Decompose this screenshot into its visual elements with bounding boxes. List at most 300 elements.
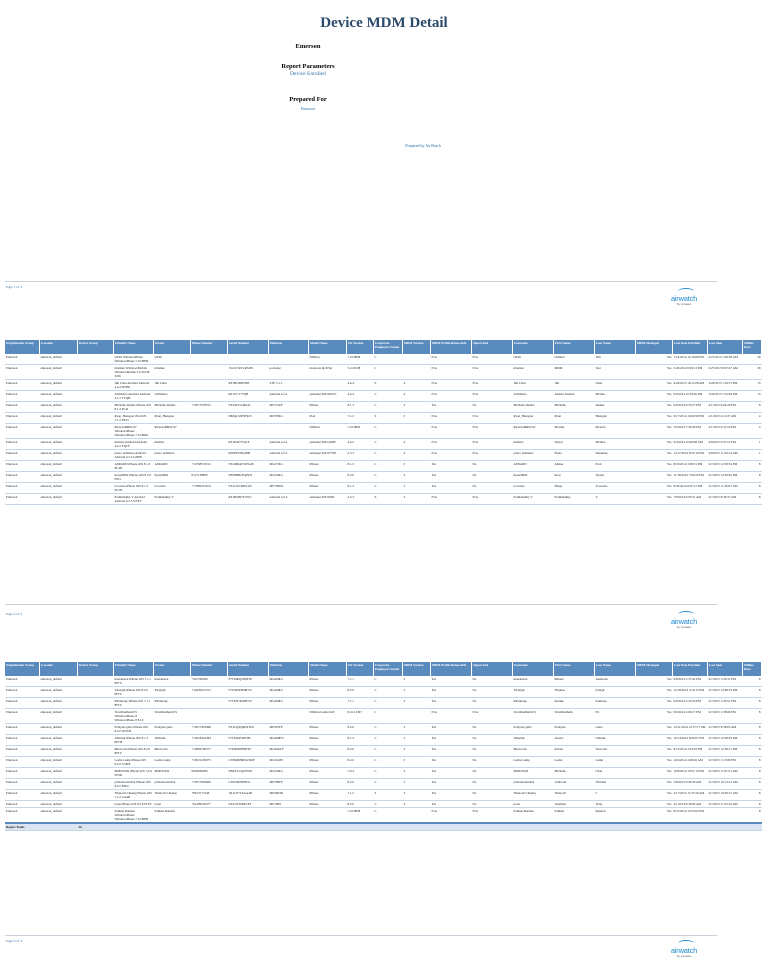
table-cell: C (374, 450, 403, 461)
table-cell: Yes (431, 768, 472, 779)
table-cell: 3/20/2015 7:12:49 PM (708, 391, 743, 402)
table-cell: emerson_default (40, 424, 78, 439)
table-cell (78, 698, 114, 709)
table-cell: NOKIA (309, 424, 347, 439)
table-cell: Test (595, 365, 636, 380)
table-cell: Tim (595, 354, 636, 365)
table-cell: F7TMRQ3N8FT0 (228, 676, 269, 687)
table-cell: Yes (636, 424, 673, 439)
table-cell: APRADN (513, 461, 554, 472)
table-cell: 8 (743, 483, 762, 494)
table-cell: MDM (554, 365, 595, 380)
table-cell: Bnewcom iPhone iOS 8.2.0 8FT0 (114, 746, 154, 757)
page-number: Page 3 of 3 (6, 939, 22, 943)
table-cell: NOKIA (309, 354, 347, 365)
table-cell: 4/7/2015 1:26:31 PM (708, 676, 743, 687)
table-cell: Parthsmuthy V Android Android 4.3.3 YZXV (114, 494, 154, 505)
table-cell: Emerson (5, 768, 40, 779)
logo-swoosh-icon (678, 288, 694, 295)
table-cell: ME789FP (269, 779, 309, 790)
table-cell (191, 380, 228, 391)
table-cell: 3 (403, 757, 431, 768)
table-cell: 8 (743, 676, 762, 687)
table-cell: iPhone (309, 472, 347, 483)
table-cell: Emerson (5, 724, 40, 735)
table-cell: N/A (472, 424, 513, 439)
table-cell: MF714ZP (269, 402, 309, 413)
table-cell: 7.1.2 (347, 790, 374, 801)
table-cell: Emerson (5, 808, 40, 824)
table-cell: C (374, 402, 403, 413)
table-cell: Yes (636, 365, 673, 380)
table-cell: samsung SM-G900F (309, 439, 347, 450)
table-cell: 4/7/2015 1:13:09 PM (708, 757, 743, 768)
table-cell: 3 (403, 413, 431, 424)
table-cell: E (374, 494, 403, 505)
table-row (5, 450, 762, 461)
table-cell: iPhone (309, 735, 347, 746)
table-cell: TKreigh iPhone iOS 8.2.0 8FT0 (114, 687, 154, 698)
table-cell: emerson_default (40, 676, 78, 687)
table-cell: Samuel (554, 808, 595, 824)
table-cell: 2/9/2014 7:39:46 PM (673, 424, 708, 439)
table-cell: Ryan_Hanagan iPad iOS 7.1.2 FKJ3 (114, 413, 154, 424)
table-cell: Yes (636, 391, 673, 402)
table-cell: ES (595, 709, 636, 724)
column-header: Model Name (309, 662, 347, 676)
table-cell: samsung SM-N900 (309, 494, 347, 505)
table-cell: F7TNDX8N8FT0 (228, 687, 269, 698)
table-row (5, 808, 762, 824)
table-cell: pribrom.trinchal iPhone iOS 8.2.0 F8GC (114, 779, 154, 790)
table-cell (78, 450, 114, 461)
table-cell: Ryan_Hanagan (154, 413, 191, 424)
table-cell: 4/7/2015 11:01:51 AM (708, 768, 743, 779)
table-cell: Emerson (5, 365, 40, 380)
table-row (5, 483, 762, 494)
table-cell: Bnewcom (513, 746, 554, 757)
table-cell: N/A (431, 450, 472, 461)
table-cell: AXMarno (513, 391, 554, 402)
table-cell: MG542LL (269, 768, 309, 779)
table-header-row (5, 340, 762, 354)
table-cell: Emerson (5, 402, 40, 413)
table-cell: RF1R427YQCF (228, 439, 269, 450)
table-cell: MG499LL (269, 687, 309, 698)
prepared-by[interactable]: Prepared by AirWatch (405, 143, 441, 148)
table-cell: Yes (636, 746, 673, 757)
table-cell (191, 424, 228, 439)
table-cell: 8 (743, 801, 762, 808)
table-cell: 7.1.1 (347, 698, 374, 709)
table-cell: 8 (743, 768, 762, 779)
table-cell: VoraShudham (554, 709, 595, 724)
table-cell: Delamare (595, 450, 636, 461)
table-cell: iPhone (309, 461, 347, 472)
table-cell (309, 808, 347, 824)
table-cell: Pomyles gallo (154, 724, 191, 735)
table-cell: C (374, 709, 403, 724)
column-header: Last Seen (708, 662, 743, 676)
table-cell: C (374, 698, 403, 709)
table-cell: 9/8/2014 9:55:27 PM (673, 402, 708, 413)
table-cell: 8.1.3 (347, 461, 374, 472)
table-cell: 4/1/2015 4:11:07 AM (708, 413, 743, 424)
table-cell: MG498FN (269, 735, 309, 746)
table-cell: 8/21/2014 12:52:02 PM (673, 808, 708, 824)
logo-brand: airwatch (670, 617, 698, 626)
table-cell: Jim Chen (154, 380, 191, 391)
table-cell: 3 (403, 687, 431, 698)
table-cell: OTim WindowsPhone WindowsPhone 7.10.8858 (114, 354, 154, 365)
table-row (5, 757, 762, 768)
table-cell: Emerson (5, 687, 40, 698)
table-cell (269, 424, 309, 439)
column-header: Device Group (78, 340, 114, 354)
column-header: Supervised (472, 662, 513, 676)
table-cell: Emerson (5, 676, 40, 687)
table-cell: Yes (431, 746, 472, 757)
table-cell: ME900TR (269, 790, 309, 801)
table-cell: 2/27/2015 7:06:38 AM (708, 354, 743, 365)
table-cell: C (374, 801, 403, 808)
table-cell: Jim Chen Android Android 4.4.4 DVBP (114, 380, 154, 391)
logo-brand: airwatch (670, 946, 698, 955)
table-cell: iPhone (309, 757, 347, 768)
table-cell: Ricardo (595, 424, 636, 439)
table-cell: 4/7/2015 8:36:37 AM (708, 494, 743, 505)
table-cell: Jonathan (554, 801, 595, 808)
table-cell: C39MMHDSG5MY (228, 757, 269, 768)
table-cell: iPad (309, 413, 347, 424)
table-cell: Olarnik (595, 735, 636, 746)
table-cell: Emerson (5, 391, 40, 402)
table-cell: 3/20/2015 1:19:13 PM (708, 380, 743, 391)
table-cell: S (374, 413, 403, 424)
column-header: OS Version (347, 340, 374, 354)
table-cell: Michelle Dasher (154, 402, 191, 413)
table-cell: Yes (636, 698, 673, 709)
table-cell: tocerado (154, 483, 191, 494)
column-header: First Name (554, 662, 595, 676)
table-cell: DMQL3ZF8FKJ3 (228, 413, 269, 424)
table-cell: 4/7/2015 1:43:51 PM (708, 698, 743, 709)
table-cell: N/A (431, 391, 472, 402)
table-cell (191, 391, 228, 402)
table-cell: NOKIA Lumia 920 (309, 709, 347, 724)
table-cell (78, 365, 114, 380)
table-cell: N/A (431, 439, 472, 450)
table-cell (403, 424, 431, 439)
table-cell: 8.2.0 (347, 801, 374, 808)
table-cell: 9/4/2014 10:48:08 AM (673, 439, 708, 450)
table-cell: MG542LL (269, 472, 309, 483)
table-cell: Michelle (554, 402, 595, 413)
table-cell (78, 735, 114, 746)
column-header: Phone Number (191, 662, 228, 676)
table-cell: RPaulerep iPhone iOS 7.1.1 8FT0 (114, 698, 154, 709)
table-cell: Bnewcom (154, 746, 191, 757)
table-cell: 3 (403, 768, 431, 779)
table-cell: TKreigh (513, 687, 554, 698)
table-cell: 13 (743, 391, 762, 402)
device-table-page-3 (5, 662, 762, 831)
table-cell: 8 (743, 757, 762, 768)
table-row (5, 402, 762, 413)
table-cell: tocerado (513, 483, 554, 494)
table-cell: Thaitoch (554, 790, 595, 801)
table-cell: Emerson (5, 472, 40, 483)
table-cell: Emerson (5, 709, 40, 724)
table-cell (78, 808, 114, 824)
table-cell: Tocerado (595, 483, 636, 494)
table-row (5, 413, 762, 424)
table-row (5, 472, 762, 483)
table-cell: iPhone (309, 768, 347, 779)
table-cell: Emerson (5, 698, 40, 709)
column-header: Supervised (472, 340, 513, 354)
table-cell: iPhone (309, 483, 347, 494)
column-header: Location (40, 340, 78, 354)
column-header: Owner (154, 340, 191, 354)
table-cell: Thomas (554, 687, 595, 698)
table-cell: C (374, 735, 403, 746)
table-cell: N/A (472, 439, 513, 450)
table-cell: 8.1.3 (347, 402, 374, 413)
table-cell: RPaulerep (154, 698, 191, 709)
totals-row (5, 823, 762, 831)
table-cell: emerson_default (40, 698, 78, 709)
table-cell (78, 801, 114, 808)
table-cell (191, 365, 228, 380)
table-cell: Nestor (554, 439, 595, 450)
table-cell: C (374, 779, 403, 790)
table-cell (78, 461, 114, 472)
table-cell (191, 698, 228, 709)
table-cell: Yes (636, 472, 673, 483)
table-cell: Yes (431, 779, 472, 790)
table-cell: No (472, 790, 513, 801)
table-cell: C (374, 757, 403, 768)
table-cell: Yes (431, 402, 472, 413)
table-cell: 8.2.0 (347, 757, 374, 768)
table-cell: C (374, 687, 403, 698)
table-cell: FXLMR4CWPL4N (228, 461, 269, 472)
table-cell: Kreigh (595, 687, 636, 698)
table-cell: No (472, 687, 513, 698)
table-cell: Parthsmuthy (554, 494, 595, 505)
table-cell: 1 (743, 439, 762, 450)
table-cell: +8613717248 (191, 790, 228, 801)
table-cell (78, 354, 114, 365)
table-cell: pocketpc (269, 365, 309, 380)
table-cell: mediws (513, 439, 554, 450)
table-cell: Yes (431, 676, 472, 687)
table-cell: 4/1/2015 9:04:29 PM (708, 402, 743, 413)
table-cell (228, 424, 269, 439)
table-cell: N/A (472, 391, 513, 402)
column-header: Last Date Enrolled (673, 662, 708, 676)
table-cell (78, 413, 114, 424)
table-cell: RicardoMRSC67 WindowsPhone WindowsPhone 7.10.8862 (114, 424, 154, 439)
table-cell: N/A (431, 380, 472, 391)
table-cell: No (472, 801, 513, 808)
column-header: Location (40, 662, 78, 676)
table-cell: F7MRX8F88FT0 (228, 746, 269, 757)
prepared-for-value[interactable]: Emerson (300, 106, 316, 111)
table-cell: Leslie (554, 757, 595, 768)
table-cell: 4 (403, 494, 431, 505)
table-cell: N/A (431, 413, 472, 424)
table-cell: 3 (403, 472, 431, 483)
table-cell: FXLL9T9NFLPT (228, 801, 269, 808)
table-cell: 13 (743, 380, 762, 391)
table-cell: iPhone (309, 779, 347, 790)
table-cell: RicardoMRSC67 (513, 424, 554, 439)
table-cell: Yes (636, 757, 673, 768)
table-cell (708, 808, 743, 824)
table-row (5, 746, 762, 757)
table-cell: Emerson (5, 790, 40, 801)
table-cell: pxon (513, 801, 554, 808)
table-cell: Yes (431, 790, 472, 801)
table-cell: MG49GLF (269, 746, 309, 757)
table-cell: 4/7/2015 12:48:33 PM (708, 687, 743, 698)
table-cell (403, 365, 431, 380)
table-cell: Thaitoch Cheung (154, 790, 191, 801)
table-cell: 7.10.8858 (347, 354, 374, 365)
table-cell: +61409526377 (191, 801, 228, 808)
table-cell: No (472, 779, 513, 790)
table-cell: 8.2.0 (347, 746, 374, 757)
table-cell: DNPLL1QZFNJK (228, 768, 269, 779)
table-cell: Samuel Randon (154, 808, 191, 824)
column-header: MDM Profile Removable (431, 340, 472, 354)
column-header: MDM Version (403, 662, 431, 676)
column-header: Offline Days (743, 340, 762, 354)
table-cell: Yes (636, 687, 673, 698)
table-cell: 8/26/2014 8:07:12 PM (673, 483, 708, 494)
table-cell: emerson_default (40, 402, 78, 413)
table-cell: Yes (636, 801, 673, 808)
table-cell: 4 (743, 424, 762, 439)
table-cell: 4/29/2015 10:11:08 AM (673, 380, 708, 391)
table-cell: 8/19/2014 3:28:31 PM (673, 461, 708, 472)
table-cell: 8 (743, 698, 762, 709)
table-cell: mdemer (513, 365, 554, 380)
table-cell: C (374, 746, 403, 757)
table-cell: MF708X (269, 801, 309, 808)
table-cell: No (472, 757, 513, 768)
table-cell (191, 439, 228, 450)
table-cell: Yes (636, 790, 673, 801)
table-cell: 4 (743, 413, 762, 424)
table-cell (78, 402, 114, 413)
report-parameters-value[interactable]: Device Enrolled (290, 71, 326, 77)
table-cell: 8.2.0 (347, 472, 374, 483)
table-cell: No (472, 746, 513, 757)
table-cell: MD785LL (269, 413, 309, 424)
table-cell: mdemer WindowsMobile WindowsMobile 5.2.29138 3265 (114, 365, 154, 380)
page-number: Page 2 of 3 (6, 612, 22, 616)
table-cell: 4/8/2015 9:07:14 PM (708, 439, 743, 450)
table-cell (191, 808, 228, 824)
table-cell: N/A (431, 424, 472, 439)
table-cell: Emerson (5, 461, 40, 472)
report-parameters-label: Report Parameters (281, 63, 335, 70)
table-cell: R21F17177QH (228, 391, 269, 402)
table-cell: V (595, 494, 636, 505)
table-cell: 4/7/2015 10:03:15 AM (708, 790, 743, 801)
table-cell: 39 (743, 354, 762, 365)
table-cell: N/A (472, 365, 513, 380)
table-cell: 5.2.29138 (347, 365, 374, 380)
table-cell (191, 494, 228, 505)
table-cell: pietro delamare (154, 450, 191, 461)
table-cell (78, 424, 114, 439)
table-row (5, 494, 762, 505)
table-cell (228, 709, 269, 724)
table-cell: 8 (743, 687, 762, 698)
table-cell: 3 (403, 461, 431, 472)
table-cell: iPhone (309, 698, 347, 709)
table-row (5, 779, 762, 790)
column-header: Organization Group (5, 340, 40, 354)
table-cell: Emerson (5, 779, 40, 790)
table-cell: Yes (431, 472, 472, 483)
table-cell: Yes (431, 724, 472, 735)
table-cell: JOlarnik (513, 735, 554, 746)
table-row (5, 768, 762, 779)
table-cell: C (374, 439, 403, 450)
table-cell: Yes (431, 757, 472, 768)
table-cell: 8 (743, 461, 762, 472)
column-header: Corporate - Employee Owned (374, 340, 403, 354)
table-cell: emerson_default (40, 768, 78, 779)
table-cell: iPhone (309, 724, 347, 735)
table-cell: Samuel Randon WindowsPhone WindowsPhone 7.10.8858 (114, 808, 154, 824)
table-cell: 8 (743, 402, 762, 413)
table-cell: APRADN (154, 461, 191, 472)
table-cell (269, 709, 309, 724)
table-cell: emerson_default (40, 801, 78, 808)
table-cell: Mikael (554, 676, 595, 687)
table-cell: emerson_default (40, 472, 78, 483)
table-cell: VoraShudham ES (513, 709, 554, 724)
table-cell: Emerson (5, 757, 40, 768)
table-cell: 4/7/2015 12:03:02 PM (708, 472, 743, 483)
table-cell: C (374, 461, 403, 472)
table-cell: 4.4.4 (347, 391, 374, 402)
table-cell: Yes (636, 709, 673, 724)
table-cell: 4 (403, 391, 431, 402)
totals-value: 26 (78, 823, 762, 831)
table-cell: 39 (743, 365, 762, 380)
column-header: Device Group (78, 662, 114, 676)
table-cell: Emerson (5, 380, 40, 391)
table-cell: RPaulerep (513, 698, 554, 709)
table-cell: mandersen (154, 676, 191, 687)
table-cell: 2/17/2015 11:37:29 AM (673, 790, 708, 801)
table-cell: 3 (403, 801, 431, 808)
table-cell: Leslie Lump (154, 757, 191, 768)
table-cell: emerson_default (40, 687, 78, 698)
table-cell: emerson_default (40, 450, 78, 461)
table-cell: 4 (403, 450, 431, 461)
table-cell: mandersen iPhone iOS 7.1.1 8FT0 (114, 676, 154, 687)
table-cell: emerson_default (40, 354, 78, 365)
table-cell: motorola mc67nd (309, 365, 347, 380)
